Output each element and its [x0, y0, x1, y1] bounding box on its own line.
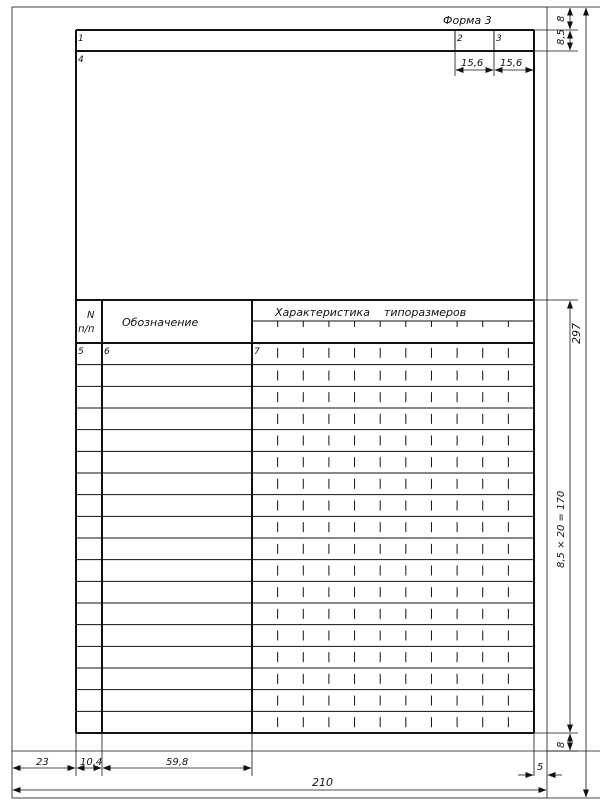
- total-height-label: 297: [570, 323, 583, 344]
- col2-width-label: 15,6: [461, 58, 484, 69]
- form-title: Форма 3: [443, 14, 492, 27]
- header-num-pp: п/п: [78, 324, 95, 335]
- num-col-width-label: 10,4: [80, 757, 103, 768]
- col3-width-label: 15,6: [500, 58, 523, 69]
- top-offset-label: 8: [556, 15, 567, 22]
- cell-number-6: 6: [104, 347, 110, 357]
- left-margin-label: 23: [36, 757, 49, 768]
- characteristic-grid: [278, 321, 509, 727]
- page-border: [12, 7, 547, 798]
- cell-number-4: 4: [78, 55, 84, 65]
- cell-number-7: 7: [254, 347, 260, 357]
- cell-number-1: 1: [78, 34, 84, 44]
- right-dimensions: [534, 7, 600, 798]
- cell-number-2: 2: [457, 34, 463, 44]
- rows-height-label: 8,5 × 20 = 170: [556, 490, 567, 568]
- cell-number-3: 3: [496, 34, 502, 44]
- designation-col-width-label: 59,8: [166, 757, 189, 768]
- header-characteristics: Характеристика типоразмеров: [275, 306, 467, 319]
- cell-number-5: 5: [78, 347, 84, 357]
- table-rows: [76, 365, 534, 712]
- header-num-n: N: [87, 310, 95, 321]
- bottom-offset-label: 8: [556, 741, 567, 748]
- top-block: [76, 30, 534, 733]
- total-width-label: 210: [312, 776, 333, 789]
- right-margin-label: 5: [537, 762, 544, 773]
- header-designation: Обозначение: [122, 316, 199, 329]
- top-margin-label: 8,5: [556, 29, 567, 45]
